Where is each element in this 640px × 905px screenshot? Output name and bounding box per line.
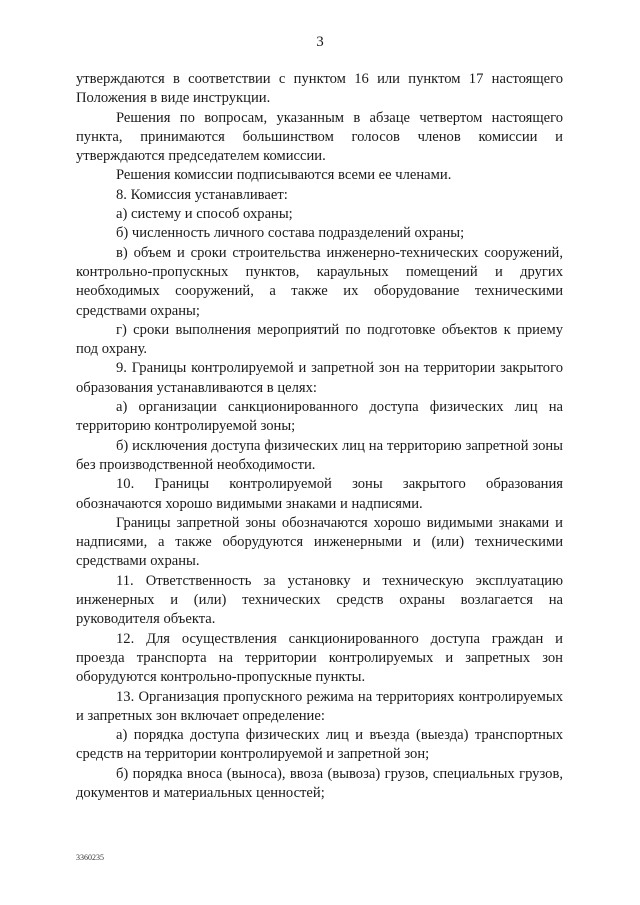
paragraph-decisions-signed: Решения комиссии подписываются всеми ее членами. xyxy=(116,167,452,184)
document-code: 3360235 xyxy=(76,853,104,862)
paragraph-item-13: 13. Организация пропускного режима на территориях контролируемых и запретных зон включает определение: xyxy=(76,688,563,724)
paragraph-item-11: 11. Ответственность за установку и техническую эксплуатацию инженерных и (или) технических средств охраны возлагается на руководителя объекта. xyxy=(76,572,563,628)
paragraph-item-8a: а) систему и способ охраны; xyxy=(116,206,293,223)
paragraph-continuation: утверждаются в соответствии с пунктом 16 или пунктом 17 настоящего Положения в виде инструкции. xyxy=(76,71,563,107)
paragraph-item-13a: а) порядка доступа физических лиц и въезда (выезда) транспортных средств на территории контролируемой и запретной зон; xyxy=(76,727,563,763)
paragraph-item-13b: б) порядка вноса (выноса), ввоза (вывоза) грузов, специальных грузов, документов и материальных ценностей; xyxy=(76,765,563,801)
paragraph-item-8: 8. Комиссия устанавливает: xyxy=(116,186,288,203)
paragraph-decisions-voting: Решения по вопросам, указанным в абзаце четвертом настоящего пункта, принимаются большинством голосов членов комиссии и утверждаются председателем комиссии. xyxy=(76,109,563,165)
page-number: 3 xyxy=(316,34,324,50)
paragraph-item-8b: б) численность личного состава подразделений охраны; xyxy=(116,225,465,242)
paragraph-item-10: 10. Границы контролируемой зоны закрытого образования обозначаются хорошо видимыми знаками и надписями. xyxy=(76,476,563,512)
paragraph-item-9: 9. Границы контролируемой и запретной зон на территории закрытого образования устанавливаются в целях: xyxy=(76,360,563,396)
document-body xyxy=(76,70,563,803)
paragraph-item-8g: г) сроки выполнения мероприятий по подготовке объектов к приему под охрану. xyxy=(76,321,563,358)
paragraph-item-9b: б) исключения доступа физических лиц на территорию запретной зоны без производственной необходимости. xyxy=(76,437,563,473)
paragraph-item-8v: в) объем и сроки строительства инженерно-технических сооружений, контрольно-пропускных пунктов, караульных помещений и других необходимых сооружений, а также их оборудование техническими средствами охраны; xyxy=(76,244,563,319)
paragraph-item-12: 12. Для осуществления санкционированного доступа граждан и проезда транспорта на территории контролируемых и запретных зон оборудуются контрольно-пропускные пункты. xyxy=(76,630,563,686)
paragraph-item-9a: а) организации санкционированного доступа физических лиц на территорию контролируемой зоны; xyxy=(76,399,563,435)
paragraph-item-10-restricted: Границы запретной зоны обозначаются хорошо видимыми знаками и надписями, а также оборудуются инженерными и (или) техническими средствами охраны. xyxy=(76,514,563,570)
